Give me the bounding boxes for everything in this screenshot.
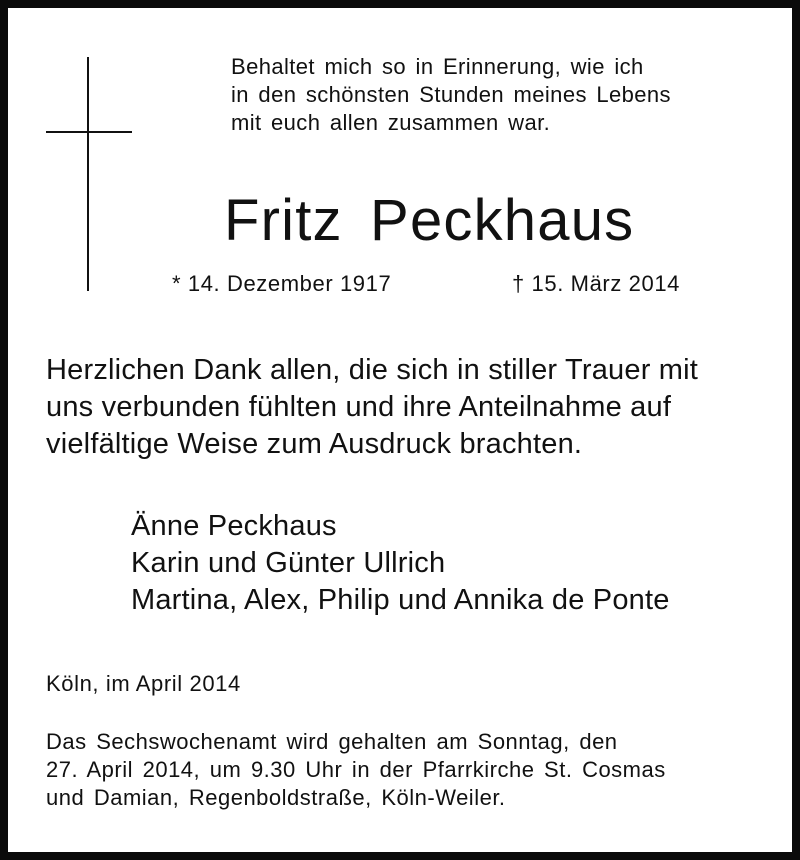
service-announcement [46, 728, 666, 812]
cross-horizontal-bar [46, 131, 132, 133]
thanks-line: Herzlichen Dank allen, die sich in stiller Trauer mit [46, 354, 699, 386]
birth-date: * 14. Dezember 1917 [172, 271, 392, 296]
mourner-name: Änne Peckhaus [131, 510, 337, 542]
cross-vertical-bar [87, 57, 89, 291]
verse-line: in den schönsten Stunden meines Lebens [231, 82, 671, 107]
verse-line: mit euch allen zusammen war. [231, 110, 551, 135]
death-date: † 15. März 2014 [512, 271, 680, 296]
service-line: und Damian, Regenboldstraße, Köln-Weiler. [46, 785, 506, 810]
mourner-name: Martina, Alex, Philip und Annika de Ponte [131, 584, 670, 616]
mourner-name: Karin und Günter Ullrich [131, 547, 446, 579]
memorial-verse [231, 53, 671, 137]
deceased-name: Fritz Peckhaus [224, 188, 635, 253]
thanks-line: vielfältige Weise zum Ausdruck brachten. [46, 428, 583, 460]
thanks-line: uns verbunden fühlten und ihre Anteilnahme auf [46, 391, 672, 423]
place-and-date: Köln, im April 2014 [46, 671, 241, 696]
mourners-list [131, 508, 670, 619]
service-line: 27. April 2014, um 9.30 Uhr in der Pfarrkirche St. Cosmas [46, 757, 666, 782]
service-line: Das Sechswochenamt wird gehalten am Sonntag, den [46, 729, 618, 754]
thanks-message [46, 352, 698, 463]
verse-line: Behaltet mich so in Erinnerung, wie ich [231, 54, 644, 79]
